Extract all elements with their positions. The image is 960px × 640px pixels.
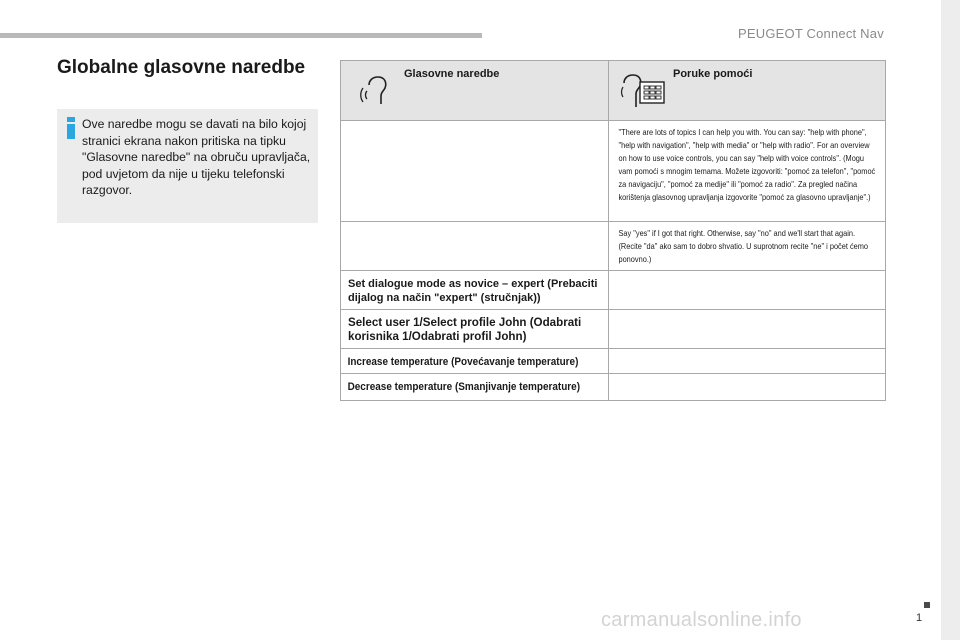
help-cell bbox=[609, 374, 886, 401]
col-header-help-messages bbox=[609, 61, 886, 121]
command-text: Set dialogue mode as novice – expert (Prebaciti dijalog na način "expert" (stručnjak)) bbox=[348, 278, 598, 304]
command-cell bbox=[341, 271, 609, 310]
info-box bbox=[57, 109, 318, 223]
info-icon bbox=[66, 117, 76, 139]
watermark: carmanualsonline.info bbox=[601, 609, 802, 631]
col-header-help-messages-label: Poruke pomoći bbox=[673, 68, 753, 80]
help-cell bbox=[609, 349, 886, 374]
page-title: Globalne glasovne naredbe bbox=[57, 57, 306, 78]
command-text: Select user 1/Select profile John (Odabrati korisnika 1/Odabrati profil John) bbox=[348, 316, 582, 343]
voice-command-icon bbox=[359, 75, 389, 107]
command-cell bbox=[341, 121, 609, 222]
help-message-icon bbox=[619, 73, 669, 109]
table-row bbox=[341, 310, 886, 349]
page-number: 1 bbox=[916, 612, 923, 624]
help-cell bbox=[609, 271, 886, 310]
help-text: Say "yes" if I got that right. Otherwise, say "no" and we'll start that again. (Recite "da" ako sam to dobro shvatio. U suprotnom recite "ne" i počet ćemo ponovno.) bbox=[618, 228, 869, 264]
help-cell bbox=[609, 310, 886, 349]
command-cell bbox=[341, 310, 609, 349]
side-strip bbox=[941, 0, 960, 640]
col-header-voice-commands-label: Glasovne naredbe bbox=[404, 68, 500, 80]
table-row bbox=[341, 271, 886, 310]
command-cell bbox=[341, 374, 609, 401]
table-row bbox=[341, 121, 886, 222]
command-cell bbox=[341, 222, 609, 271]
command-text: Decrease temperature (Smanjivanje temperature) bbox=[347, 381, 581, 393]
header-rule bbox=[0, 33, 482, 38]
table-row bbox=[341, 222, 886, 271]
help-cell bbox=[609, 222, 886, 271]
footer-bullet bbox=[924, 602, 930, 608]
table-row bbox=[341, 374, 886, 401]
help-cell bbox=[609, 121, 886, 222]
col-header-voice-commands bbox=[341, 61, 609, 121]
help-text: "There are lots of topics I can help you with. You can say: "help with phone", "help with navigation", "help with media" or "help with radio". For an overview on how to use voice controls, you can say "help with voice controls". (Mogu vam pomoći s mnogim temama. Možete izgovoriti: "pomoć za telefon", "pomoć za navigaciju", "pomoć za medije" ili "pomoć za radio". Za pregled načina korištenja glasovnog upravljanja izgovorite "pomoć za glasovno upravljanje".) bbox=[618, 127, 876, 202]
section-title: PEUGEOT Connect Nav bbox=[738, 26, 884, 41]
command-cell bbox=[341, 349, 609, 374]
table-row bbox=[341, 349, 886, 374]
command-text: Increase temperature (Povećavanje temperature) bbox=[347, 356, 579, 368]
voice-commands-table bbox=[340, 60, 886, 401]
info-text: Ove naredbe mogu se davati na bilo kojoj stranici ekrana nakon pritiska na tipku "Glasovne naredbe" na obruču upravljača, pod uvjetom da nije u tijeku telefonski razgovor. bbox=[82, 117, 311, 198]
